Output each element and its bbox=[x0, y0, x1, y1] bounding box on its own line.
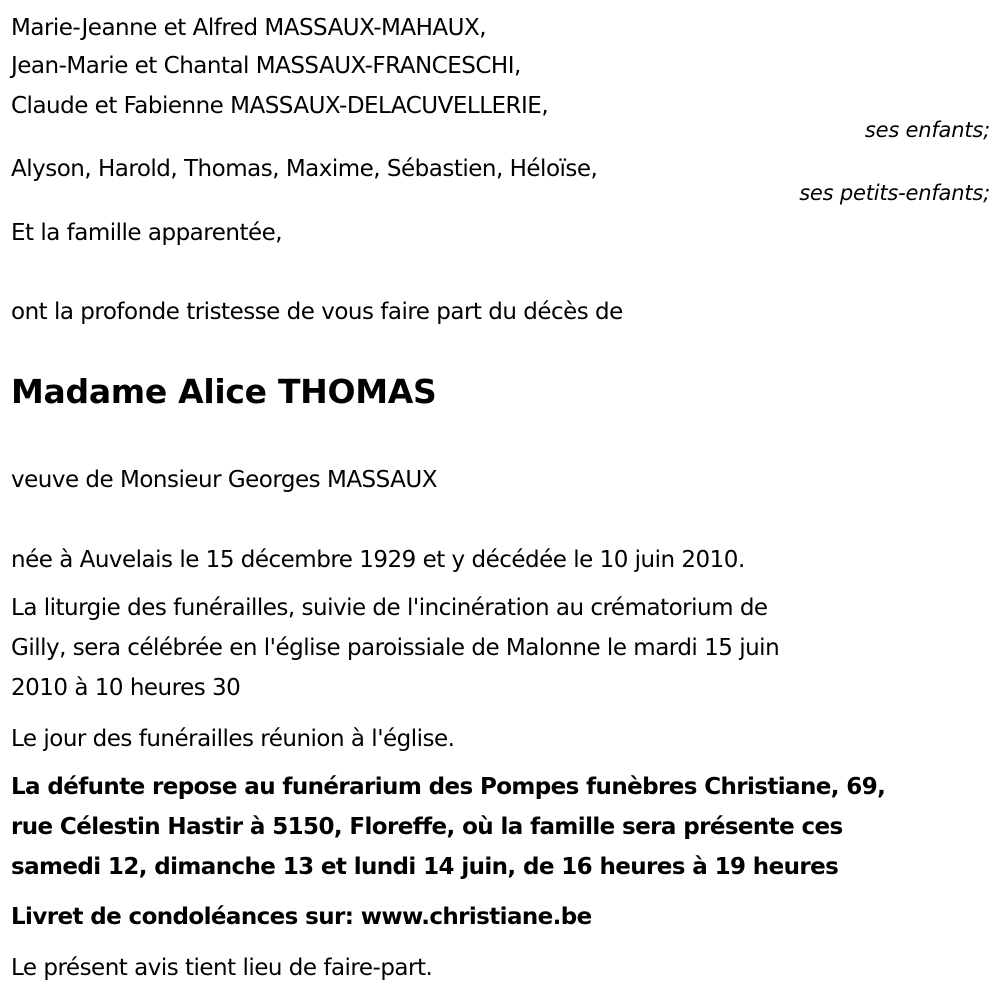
child-couple-1: Marie-Jeanne et Alfred MASSAUX-MAHAUX, bbox=[11, 15, 487, 41]
viewing-line-2: rue Célestin Hastir à 5150, Floreffe, où la famille sera présente ces bbox=[11, 814, 843, 840]
children-role-label: ses enfants; bbox=[864, 118, 990, 142]
ceremony-line-3: 2010 à 10 heures 30 bbox=[11, 675, 241, 701]
child-couple-2: Jean-Marie et Chantal MASSAUX-FRANCESCHI, bbox=[11, 53, 521, 79]
grandchildren-role-label: ses petits-enfants; bbox=[799, 181, 990, 205]
ceremony-line-2: Gilly, sera célébrée en l'église paroissiale de Malonne le mardi 15 juin bbox=[11, 635, 780, 661]
spouse-line: veuve de Monsieur Georges MASSAUX bbox=[11, 467, 438, 493]
footer-note: Le présent avis tient lieu de faire-part. bbox=[11, 955, 433, 981]
child-couple-3: Claude et Fabienne MASSAUX-DELACUVELLERIE, bbox=[11, 93, 549, 119]
extended-family: Et la famille apparentée, bbox=[11, 220, 283, 246]
viewing-line-1: La défunte repose au funérarium des Pompes funèbres Christiane, 69, bbox=[11, 774, 886, 800]
birth-death-line: née à Auvelais le 15 décembre 1929 et y décédée le 10 juin 2010. bbox=[11, 547, 745, 573]
announcement-text: ont la profonde tristesse de vous faire part du décès de bbox=[11, 299, 623, 325]
viewing-line-3: samedi 12, dimanche 13 et lundi 14 juin, de 16 heures à 19 heures bbox=[11, 854, 839, 880]
meeting-line: Le jour des funérailles réunion à l'église. bbox=[11, 726, 455, 752]
condolences-link[interactable]: Livret de condoléances sur: www.christiane.be bbox=[11, 904, 592, 930]
ceremony-line-1: La liturgie des funérailles, suivie de l'incinération au crématorium de bbox=[11, 595, 768, 621]
deceased-name: Madame Alice THOMAS bbox=[11, 372, 437, 411]
grandchildren-names: Alyson, Harold, Thomas, Maxime, Sébastien, Héloïse, bbox=[11, 156, 598, 182]
